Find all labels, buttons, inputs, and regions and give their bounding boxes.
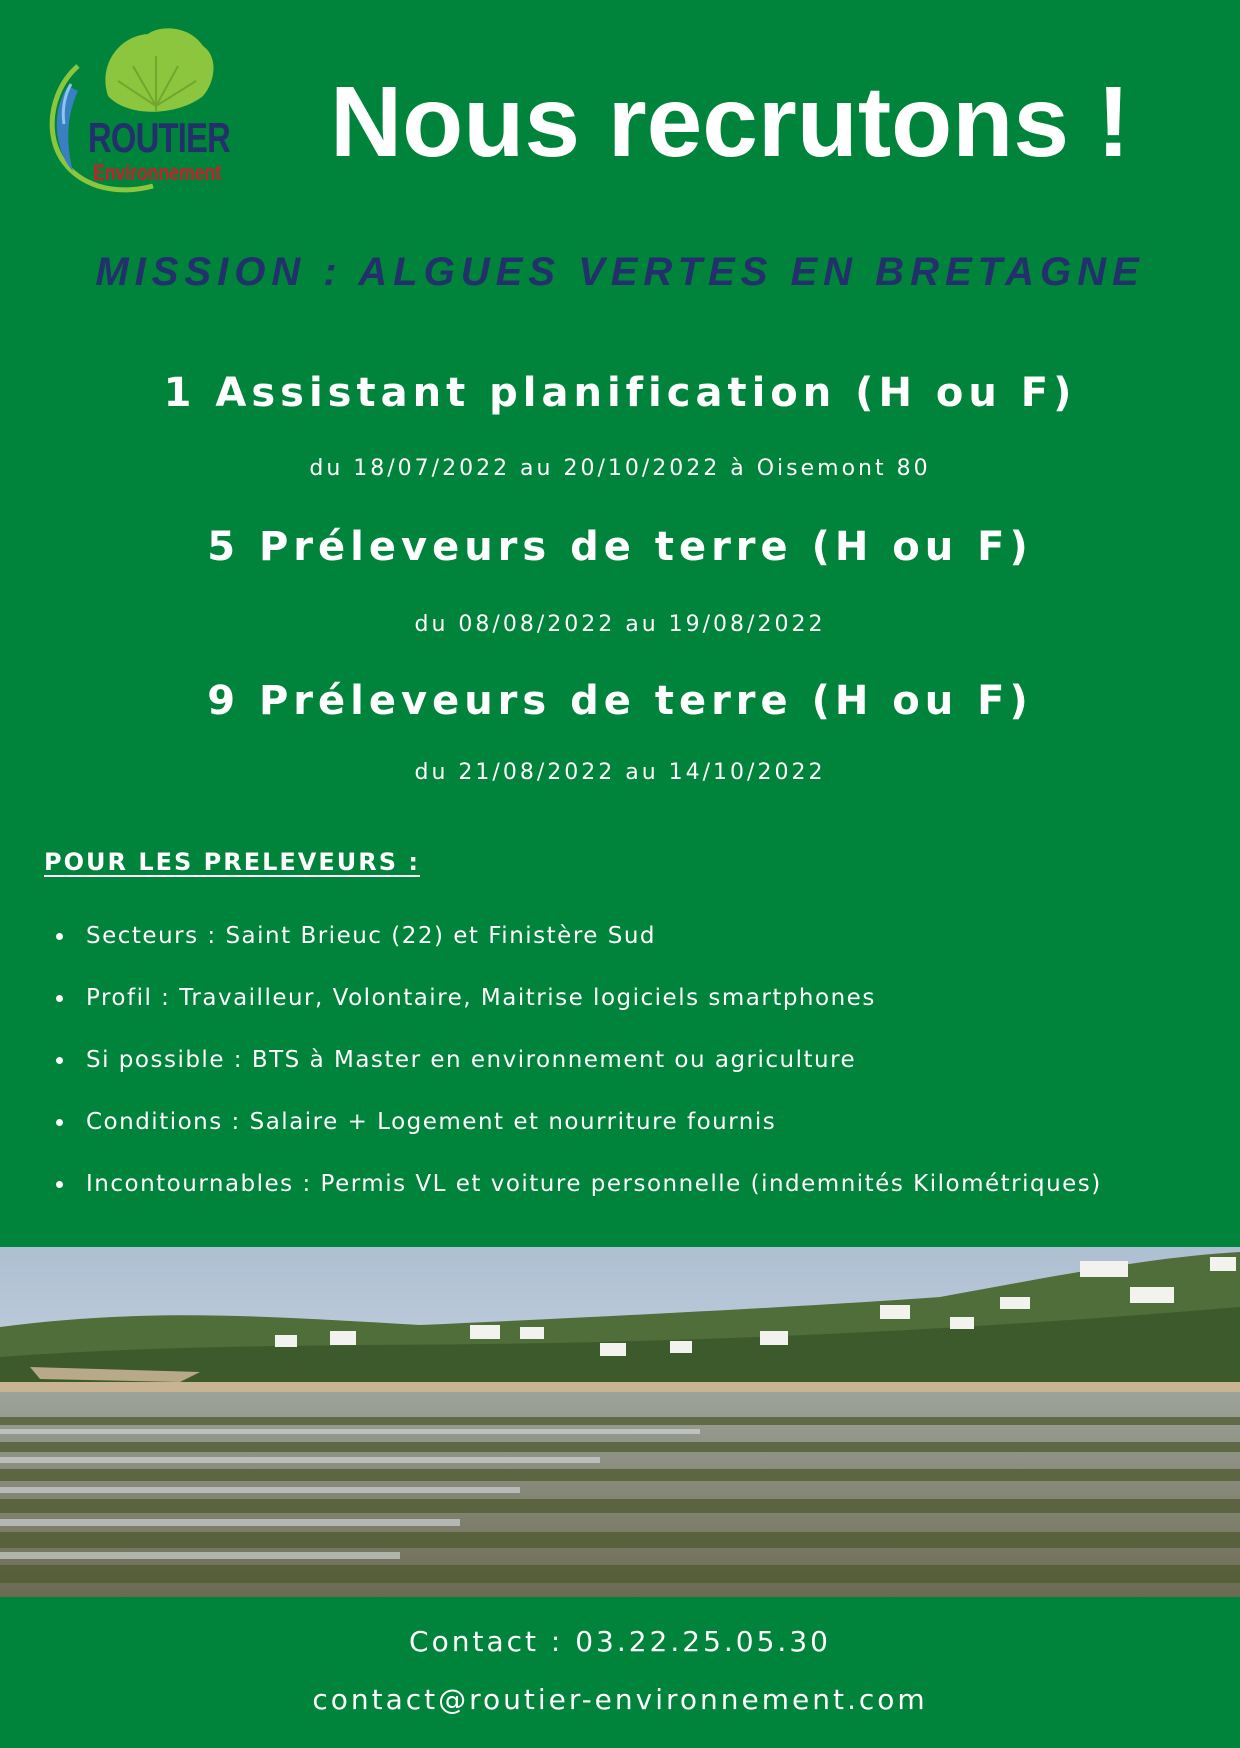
bullet-icon	[56, 1181, 63, 1188]
job-title-preleveurs-5: 5 Préleveurs de terre (H ou F)	[207, 524, 1033, 570]
requirement-text: Conditions : Salaire + Logement et nourriture fournis	[86, 1109, 777, 1135]
bullet-icon	[56, 995, 63, 1002]
list-item	[44, 978, 1224, 1040]
list-item	[44, 1102, 1224, 1164]
list-item	[44, 916, 1224, 978]
coastal-photo	[0, 1247, 1240, 1597]
list-item	[44, 1164, 1224, 1226]
requirement-text: Si possible : BTS à Master en environnement ou agriculture	[86, 1047, 857, 1073]
beach-landscape-image	[0, 1247, 1240, 1597]
logo-name: ROUTIER	[88, 114, 230, 161]
job-dates-assistant: du 18/07/2022 au 20/10/2022 à Oisemont 80	[309, 456, 931, 481]
contact-phone: Contact : 03.22.25.05.30	[409, 1625, 831, 1658]
headline: Nous recrutons !	[329, 66, 1131, 178]
logo-subtitle: Environnement	[93, 160, 222, 185]
bullet-icon	[56, 933, 63, 940]
job-title-assistant: 1 Assistant planification (H ou F)	[163, 370, 1077, 416]
job-dates-preleveurs-5: du 08/08/2022 au 19/08/2022	[414, 612, 826, 637]
mission-title: MISSION : ALGUES VERTES EN BRETAGNE	[95, 250, 1145, 294]
requirements-heading: POUR LES PRELEVEURS :	[44, 848, 420, 876]
requirement-text: Secteurs : Saint Brieuc (22) et Finistère Sud	[86, 923, 657, 949]
job-title-preleveurs-9: 9 Préleveurs de terre (H ou F)	[207, 678, 1033, 724]
job-dates-preleveurs-9: du 21/08/2022 au 14/10/2022	[414, 760, 826, 785]
contact-email[interactable]: contact@routier-environnement.com	[312, 1683, 928, 1716]
requirements-list	[44, 916, 1224, 1226]
bullet-icon	[56, 1057, 63, 1064]
requirement-text: Profil : Travailleur, Volontaire, Maitrise logiciels smartphones	[86, 985, 876, 1011]
requirement-text: Incontournables : Permis VL et voiture personnelle (indemnités Kilométriques)	[86, 1171, 1102, 1197]
company-logo	[38, 26, 238, 202]
bullet-icon	[56, 1119, 63, 1126]
list-item	[44, 1040, 1224, 1102]
